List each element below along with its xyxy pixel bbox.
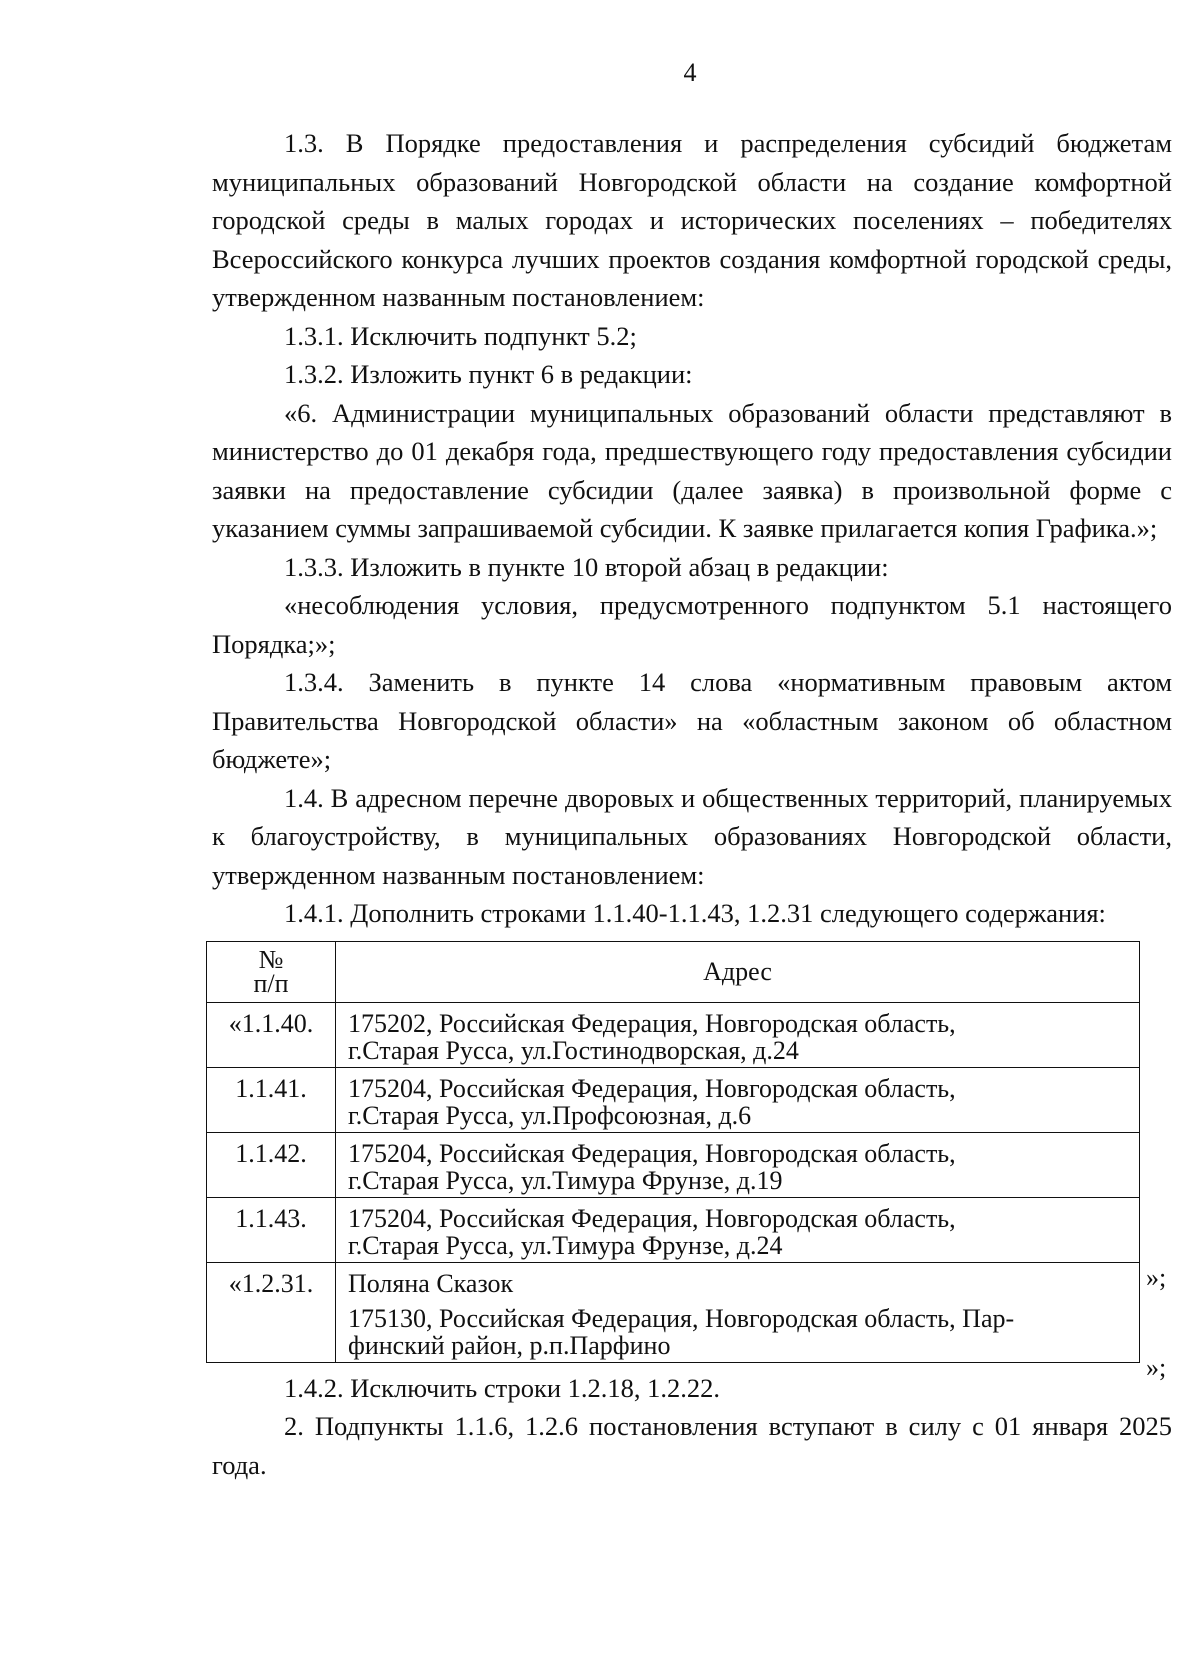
address-line: 175204, Российская Федерация, Новгородская область, [348, 1203, 956, 1233]
table-header-row [207, 941, 1140, 1002]
paragraph-1-3-1: 1.3.1. Исключить подпункт 5.2; [284, 320, 637, 351]
address-line: 175130, Российская Федерация, Новгородская область, Пар- [348, 1303, 1015, 1333]
paragraph-1-4-2: 1.4.2. Исключить строки 1.2.18, 1.2.22. [284, 1372, 721, 1403]
address-title: Поляна Сказок [348, 1268, 514, 1298]
row-address [336, 1132, 1140, 1197]
document-body [212, 124, 1172, 1484]
table-row [207, 1067, 1140, 1132]
table-row [207, 1262, 1140, 1362]
paragraph-2: 2. Подпункты 1.1.6, 1.2.6 постановления вступают в силу с 01 января 2025 года. [212, 1411, 1172, 1480]
paragraph-1-3-2: 1.3.2. Изложить пункт 6 в редакции: [284, 359, 693, 389]
paragraph-1-3: 1.3. В Порядке предоставления и распределения субсидий бюджетам муниципальных образований Новгородской области на создание комфортной городской среды в малых городах и исторических поселениях – победителях Всероссийского конкурса лучших проектов создания комфортной городской среды, утвержденном названным постановлением: [212, 128, 1172, 312]
address-line: финский район, р.п.Парфино [348, 1330, 671, 1360]
row-number: «1.1.40. [207, 1002, 336, 1067]
row-address [336, 1002, 1140, 1067]
page-number: 4 [683, 58, 697, 87]
header-number-sign: № [258, 944, 284, 974]
table-row [207, 1002, 1140, 1067]
address-line: 175202, Российская Федерация, Новгородская область, [348, 1008, 956, 1038]
row-address [336, 1262, 1140, 1362]
table-row [207, 1197, 1140, 1262]
paragraph-quote-6: «6. Администрации муниципальных образований области представляют в министерство до 01 декабря года, предшествующего году предоставления субсидии заявки на предоставление субсидии (далее заявка) в произвольной форме с указанием суммы запрашиваемой субсидии. К заявке прилагается копия Графика.»; [212, 397, 1172, 543]
address-line: г.Старая Русса, ул.Гостинодворская, д.24 [348, 1035, 799, 1065]
address-table-wrapper [206, 941, 1167, 1382]
row-address [336, 1067, 1140, 1132]
closing-quote-1-1: »; [1146, 1262, 1167, 1292]
paragraph-quote-violation: «несоблюдения условия, предусмотренного подпунктом 5.1 настоящего Порядка;»; [212, 590, 1172, 659]
header-address: Адрес [336, 941, 1140, 1002]
paragraph-1-3-3: 1.3.3. Изложить в пункте 10 второй абзац в редакции: [284, 551, 889, 582]
address-table [206, 941, 1140, 1363]
header-number-abbr: п/п [253, 968, 289, 998]
address-line: г.Старая Русса, ул.Тимура Фрунзе, д.24 [348, 1230, 783, 1260]
paragraph-1-3-4: 1.3.4. Заменить в пункте 14 слова «нормативным правовым актом Правительства Новгородской области» на «областным законом об областном бюджете»; [212, 667, 1172, 774]
row-number: 1.1.42. [207, 1132, 336, 1197]
address-line: 175204, Российская Федерация, Новгородская область, [348, 1138, 956, 1168]
table-row [207, 1132, 1140, 1197]
row-number: 1.1.41. [207, 1067, 336, 1132]
address-line: г.Старая Русса, ул.Тимура Фрунзе, д.19 [348, 1165, 783, 1195]
paragraph-1-4: 1.4. В адресном перечне дворовых и общественных территорий, планируемых к благоустройству, в муниципальных образованиях Новгородской области, утвержденном названным постановлением: [212, 782, 1172, 890]
address-line: г.Старая Русса, ул.Профсоюзная, д.6 [348, 1100, 752, 1130]
address-line: 175204, Российская Федерация, Новгородская область, [348, 1073, 956, 1103]
closing-quote-1-2: »; [1146, 1352, 1167, 1382]
row-number: 1.1.43. [207, 1197, 336, 1262]
row-address [336, 1197, 1140, 1262]
paragraph-1-4-1: 1.4.1. Дополнить строками 1.1.40-1.1.43, 1.2.31 следующего содержания: [284, 898, 1106, 928]
header-number [207, 941, 336, 1002]
row-number: «1.2.31. [207, 1262, 336, 1362]
